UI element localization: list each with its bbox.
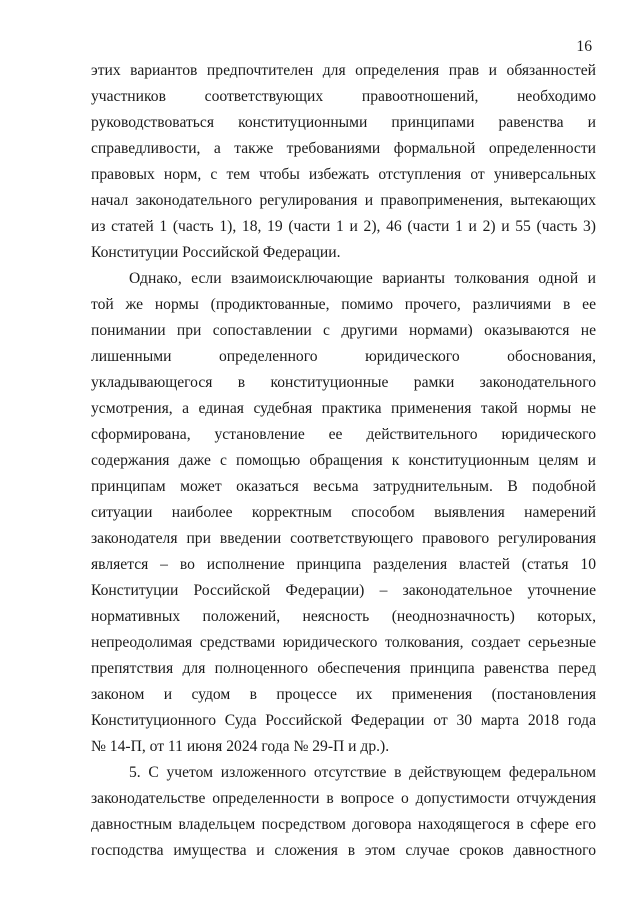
text-line: содержания даже с помощью обращения к конституционным целям и (91, 452, 596, 469)
text-line: законодателя при введении соответствующего правового регулирования (91, 530, 596, 547)
text-line: начал законодательного регулирования и правоприменения, вытекающих (91, 192, 596, 209)
text-line: Конституции Российской Федерации) – законодательное уточнение (91, 582, 596, 599)
text-line: усмотрения, а единая судебная практика применения такой нормы не (91, 400, 596, 417)
text-line: этих вариантов предпочтителен для определения прав и обязанностей (91, 62, 596, 79)
text-line: Однако, если взаимоисключающие варианты толкования одной и (129, 270, 596, 287)
text-line: нормативных положений, неясность (неоднозначность) которых, (91, 608, 596, 625)
text-line: принципам может оказаться весьма затруднительным. В подобной (91, 478, 596, 495)
text-line: сформирована, установление ее действительного юридического (91, 426, 596, 443)
text-line: той же нормы (продиктованные, помимо прочего, различиями в ее (91, 296, 596, 313)
text-line: 5. С учетом изложенного отсутствие в действующем федеральном (129, 764, 596, 781)
text-line: укладывающегося в конституционные рамки законодательного (91, 374, 596, 391)
text-line: понимании при сопоставлении с другими нормами) оказываются не (91, 322, 596, 339)
text-line: является – во исполнение принципа разделения властей (статья 10 (91, 556, 596, 573)
text-line: господства имущества и сложения в этом случае сроков давностного (91, 842, 596, 859)
text-line: ситуации наиболее корректным способом выявления намерений (91, 504, 596, 521)
text-line: лишенными определенного юридического обоснования, (91, 348, 596, 365)
text-line: непреодолимая средствами юридического толкования, создает серьезные (91, 634, 596, 651)
page-number: 16 (576, 38, 592, 55)
text-line: давностным владельцем посредством договора находящегося в сфере его (91, 816, 596, 833)
text-line: участников соответствующих правоотношений, необходимо (91, 88, 596, 105)
text-line: из статей 1 (часть 1), 18, 19 (части 1 и 2), 46 (части 1 и 2) и 55 (часть 3) (91, 218, 596, 235)
text-line: законодательстве определенности в вопросе о допустимости отчуждения (91, 790, 596, 807)
text-line: законом и судом в процессе их применения (постановления (91, 686, 596, 703)
text-line: препятствия для полноценного обеспечения принципа равенства перед (91, 660, 596, 677)
text-line: Конституционного Суда Российской Федерации от 30 марта 2018 года (91, 712, 596, 729)
text-line: Конституции Российской Федерации. (91, 244, 341, 261)
text-line: руководствоваться конституционными принципами равенства и (91, 114, 596, 131)
text-line: справедливости, а также требованиями формальной определенности (91, 140, 596, 157)
text-line: правовых норм, с тем чтобы избежать отступления от универсальных (91, 166, 596, 183)
text-line: № 14-П, от 11 июня 2024 года № 29-П и др.). (91, 738, 390, 755)
